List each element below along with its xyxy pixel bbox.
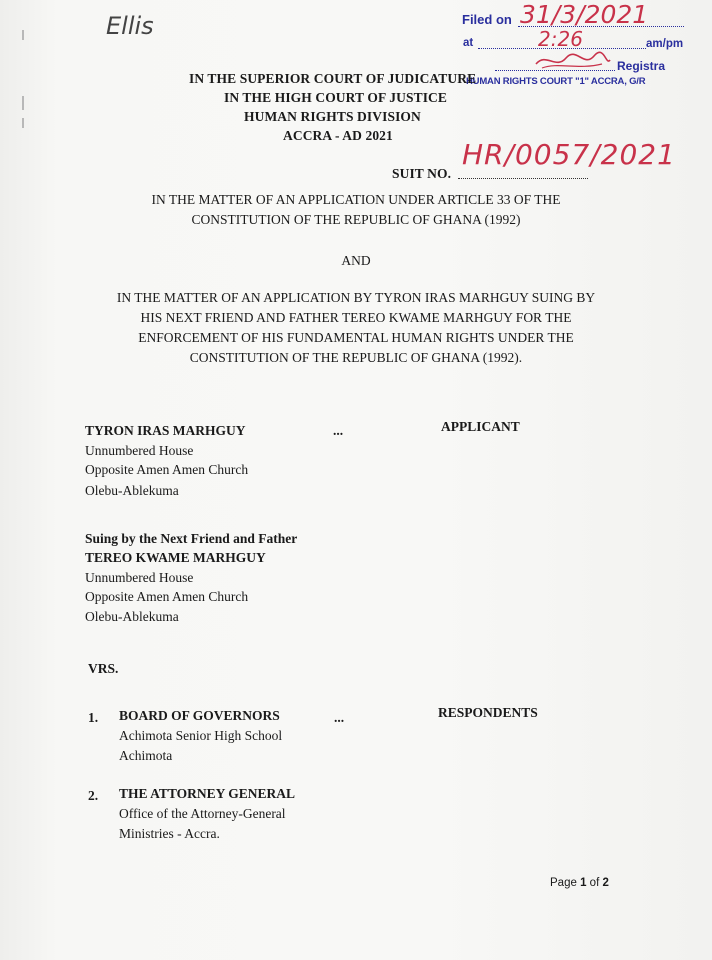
respondent-1-address-1: Achimota Senior High School (119, 728, 283, 743)
registrar-dotted-line (495, 70, 615, 71)
page-word: Page (550, 877, 577, 889)
margin-mark (22, 30, 24, 40)
margin-mark (22, 96, 24, 110)
header-line-4: ACCRA - AD 2021 (283, 128, 393, 143)
page-total: 2 (602, 877, 609, 889)
respondents-dots: ... (334, 710, 345, 725)
and-text: AND (341, 253, 371, 268)
matter-2-line-1: IN THE MATTER OF AN APPLICATION BY TYRON IRAS MARHGUY SUING BY (116, 290, 596, 305)
versus-label: VRS. (88, 661, 119, 676)
next-friend-address-3: Olebu-Ablekuma (85, 609, 179, 624)
next-friend-address-2: Opposite Amen Amen Church (85, 589, 249, 604)
respondent-2-name: THE ATTORNEY GENERAL (119, 786, 296, 801)
registrar-signature (532, 50, 612, 72)
applicant-address-1: Unnumbered House (85, 443, 194, 458)
suit-no-dotted-line (458, 178, 588, 179)
next-friend-address-1: Unnumbered House (85, 570, 194, 585)
header-line-2: IN THE HIGH COURT OF JUSTICE (224, 90, 447, 105)
page-current: 1 (580, 877, 587, 889)
respondent-2-address-2: Ministries - Accra. (119, 826, 220, 841)
applicant-address-3: Olebu-Ablekuma (85, 483, 179, 498)
header-line-1: IN THE SUPERIOR COURT OF JUDICATURE (189, 71, 477, 86)
header-line-3: HUMAN RIGHTS DIVISION (244, 109, 421, 124)
suit-number-handwritten: HR/0057/2021 (462, 138, 676, 171)
applicant-address-2: Opposite Amen Amen Church (85, 462, 249, 477)
page-indicator (550, 877, 609, 889)
respondent-2-address-1: Office of the Attorney-General (119, 806, 286, 821)
respondent-1-number: 1. (88, 710, 99, 725)
matter-2-line-4: CONSTITUTION OF THE REPUBLIC OF GHANA (1992). (189, 350, 523, 365)
next-friend-name: TEREO KWAME MARHGUY (85, 550, 266, 565)
am-pm-label: am/pm (646, 38, 684, 50)
filed-date-handwritten: 31/3/2021 (520, 0, 649, 29)
handwritten-note: Ellis (106, 12, 154, 40)
filed-on-label: Filed on (462, 12, 512, 27)
matter-1-line-2: CONSTITUTION OF THE REPUBLIC OF GHANA (1992) (191, 212, 521, 227)
respondents-role-label: RESPONDENTS (438, 705, 538, 720)
applicant-name: TYRON IRAS MARHGUY (85, 423, 246, 438)
court-stamp-text: HUMAN RIGHTS COURT "1" ACCRA, G/R (466, 76, 646, 87)
filed-time-handwritten: 2:26 (538, 27, 583, 51)
matter-2-line-2: HIS NEXT FRIEND AND FATHER TEREO KWAME MARHGUY FOR THE (140, 310, 572, 325)
margin-mark (22, 118, 24, 128)
respondent-2-number: 2. (88, 788, 99, 803)
applicant-role-label: APPLICANT (441, 419, 520, 434)
suit-no-label: SUIT NO. (392, 166, 452, 181)
registrar-label: Registra (617, 59, 666, 73)
at-label: at (463, 37, 474, 49)
next-friend-intro: Suing by the Next Friend and Father (85, 531, 298, 546)
respondent-1-address-2: Achimota (119, 748, 173, 763)
matter-1-line-1: IN THE MATTER OF AN APPLICATION UNDER ARTICLE 33 OF THE (151, 192, 561, 207)
applicant-dots: ... (333, 423, 344, 438)
matter-2-line-3: ENFORCEMENT OF HIS FUNDAMENTAL HUMAN RIGHTS UNDER THE (138, 330, 574, 345)
page-of: of (589, 877, 600, 889)
respondent-1-name: BOARD OF GOVERNORS (119, 708, 280, 723)
